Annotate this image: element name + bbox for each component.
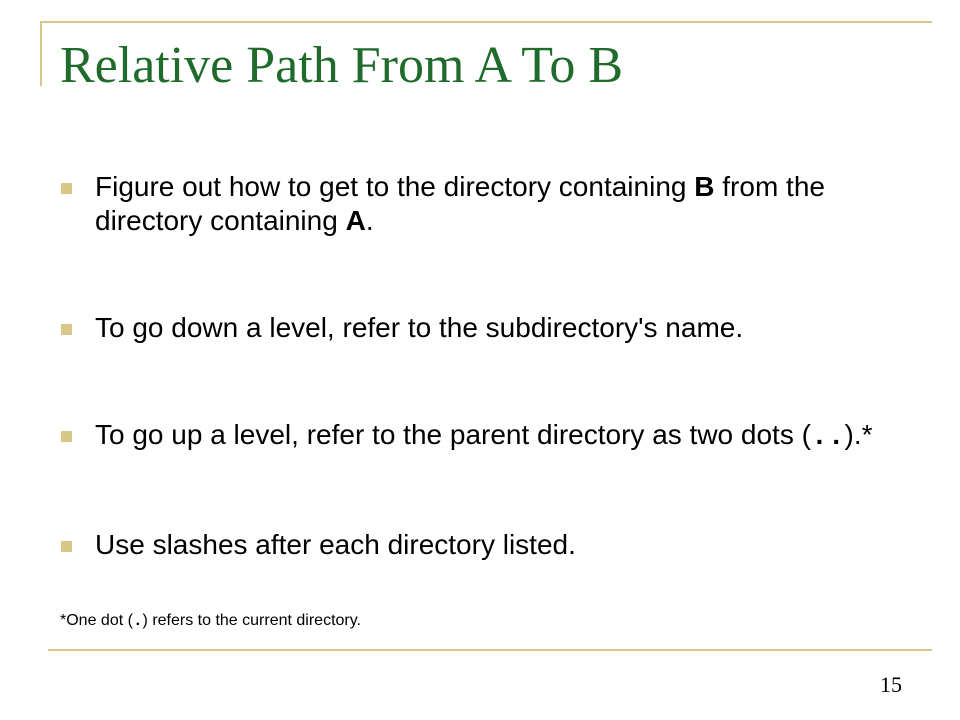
square-bullet-icon <box>61 324 72 335</box>
bullet-text: ).* <box>844 419 873 450</box>
bullet-item <box>61 528 901 562</box>
bullet-code-text: .. <box>810 422 845 453</box>
square-bullet-icon <box>61 431 72 442</box>
square-bullet-icon <box>61 541 72 552</box>
frame-left-rule <box>40 21 42 86</box>
footnote-text: ) refers to the current directory. <box>142 612 361 629</box>
footnote-code-text: . <box>132 612 143 630</box>
bullet-text: from the directory containing <box>95 171 825 236</box>
footnote <box>60 611 361 631</box>
bullet-text: Figure out how to get to the directory containing <box>95 171 695 202</box>
bullet-text: To go up a level, refer to the parent directory as two dots ( <box>95 419 811 450</box>
slide-title: Relative Path From A To B <box>60 37 624 94</box>
page-number: 15 <box>880 672 902 697</box>
bullet-bold-text: B <box>694 171 715 202</box>
bullet-text: Use slashes after each directory listed. <box>95 529 576 560</box>
bullet-item <box>61 170 901 238</box>
bullet-bold-text: A <box>345 205 366 236</box>
footnote-text: *One dot ( <box>60 612 133 629</box>
bullet-item <box>61 418 901 455</box>
bullet-list <box>61 170 901 562</box>
square-bullet-icon <box>61 183 72 194</box>
frame-top-rule <box>40 21 932 23</box>
bullet-item <box>61 311 901 345</box>
bullet-text: To go down a level, refer to the subdirectory's name. <box>95 312 744 343</box>
bullet-text: . <box>365 205 374 236</box>
frame-bottom-rule <box>48 649 932 651</box>
